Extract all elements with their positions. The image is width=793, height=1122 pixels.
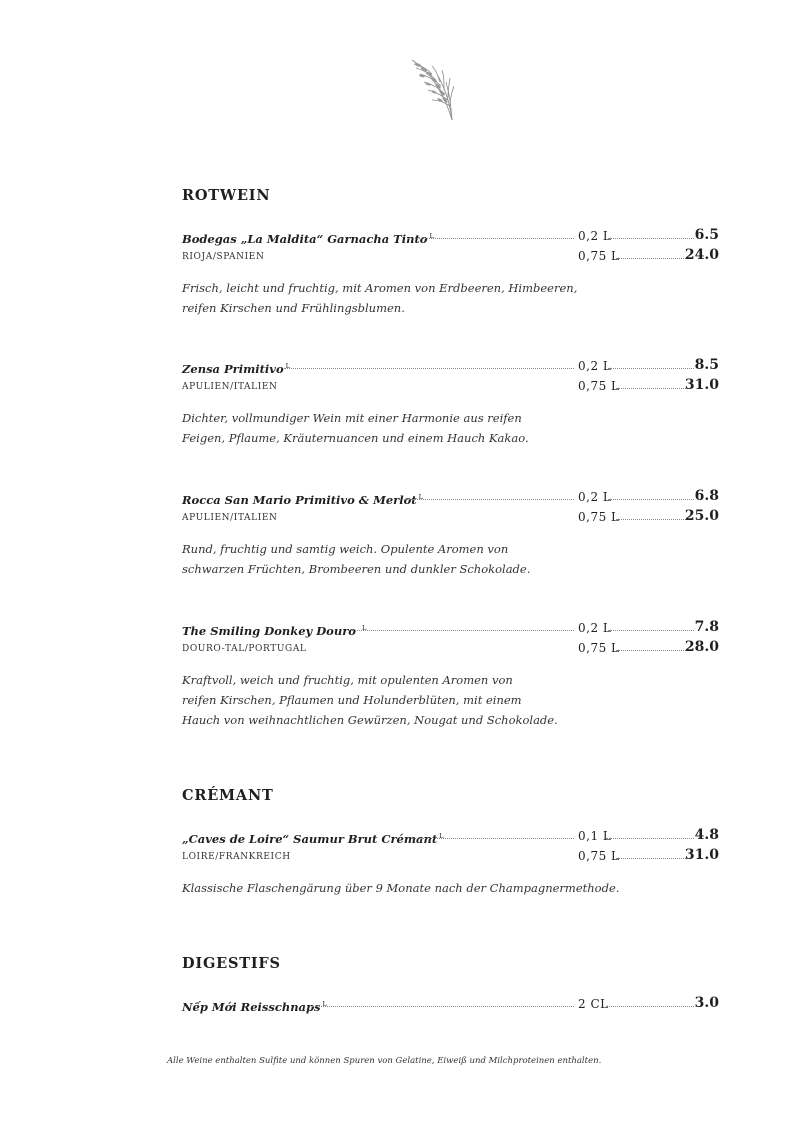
wine-item bbox=[182, 996, 719, 1016]
wine-volume: 0,2 L bbox=[578, 490, 612, 504]
wine-item bbox=[182, 828, 719, 898]
wine-price: 6.8 bbox=[694, 488, 719, 504]
wine-item bbox=[182, 620, 719, 730]
wine-description: Klassische Flaschengärung über 9 Monate nach der Champagnermethode. bbox=[182, 881, 620, 895]
wheat-icon bbox=[408, 56, 458, 122]
wine-name: Nếp Mới Reisschnaps $^L$ bbox=[182, 1000, 327, 1014]
wine-volume: 0,2 L bbox=[578, 359, 612, 373]
wine-volume: 0,75 L bbox=[578, 849, 620, 863]
wine-price: 4.8 bbox=[694, 827, 719, 843]
wine-price: 8.5 bbox=[694, 357, 719, 373]
wine-name: Rocca San Mario Primitivo & Merlot $^L$ bbox=[182, 493, 423, 507]
wine-description: Frisch, leicht und fruchtig, mit Aromen von Erdbeeren, Himbeeren, reifen Kirschen und Frühlingsblumen. bbox=[182, 281, 578, 315]
allergen-footnote: Alle Weine enthalten Sulfite und können Spuren von Gelatine, Eiweiß und Milchproteinen enthalten. bbox=[167, 1056, 602, 1066]
wine-item bbox=[182, 489, 719, 579]
wine-name: Zensa Primitivo $^L$ bbox=[182, 362, 290, 376]
wine-price: 24.0 bbox=[684, 247, 719, 263]
wine-price: 31.0 bbox=[684, 377, 719, 393]
section-title-rotwein: ROTWEIN bbox=[182, 187, 271, 204]
wine-description: Rund, fruchtig und samtig weich. Opulente Aromen von schwarzen Früchten, Brombeeren und dunkler Schokolade. bbox=[182, 542, 531, 576]
wine-volume: 0,75 L bbox=[578, 379, 620, 393]
wine-volume: 0,2 L bbox=[578, 229, 612, 243]
wine-origin: APULIEN/ITALIEN bbox=[182, 382, 278, 392]
wine-price: 25.0 bbox=[684, 508, 719, 524]
section-title-cremant: CRÉMANT bbox=[182, 787, 274, 804]
wine-description: Kraftvoll, weich und fruchtig, mit opulenten Aromen von reifen Kirschen, Pflaumen und Holunderblüten, mit einem Hauch von weihnachtlichen Gewürzen, Nougat und Schokolade. bbox=[182, 673, 558, 727]
wine-volume: 0,75 L bbox=[578, 249, 620, 263]
wine-name: Bodegas „La Maldita“ Garnacha Tinto $^L$ bbox=[182, 232, 434, 246]
wine-volume: 0,75 L bbox=[578, 510, 620, 524]
wine-price: 7.8 bbox=[694, 619, 719, 635]
wine-volume: 0,1 L bbox=[578, 829, 612, 843]
wine-origin: LOIRE/FRANKREICH bbox=[182, 852, 291, 862]
wine-item bbox=[182, 358, 719, 448]
wine-price: 28.0 bbox=[684, 639, 719, 655]
wine-origin: RIOJA/SPANIEN bbox=[182, 252, 265, 262]
wine-name: „Caves de Loire“ Saumur Brut Crémant $^L$ bbox=[182, 832, 444, 846]
wine-price: 31.0 bbox=[684, 847, 719, 863]
wine-volume: 0,2 L bbox=[578, 621, 612, 635]
wine-volume: 0,75 L bbox=[578, 641, 620, 655]
wine-price: 3.0 bbox=[694, 995, 719, 1011]
section-title-digestifs: DIGESTIFS bbox=[182, 955, 281, 972]
wine-name: The Smiling Donkey Douro $^L$ bbox=[182, 624, 367, 638]
wine-origin: DOURO-TAL/PORTUGAL bbox=[182, 644, 307, 654]
wine-description: Dichter, vollmundiger Wein mit einer Harmonie aus reifen Feigen, Pflaume, Kräuternuancen und einem Hauch Kakao. bbox=[182, 411, 529, 445]
wine-volume: 2 CL bbox=[578, 997, 609, 1011]
wine-item bbox=[182, 228, 719, 318]
wine-price: 6.5 bbox=[694, 227, 719, 243]
wine-origin: APULIEN/ITALIEN bbox=[182, 513, 278, 523]
